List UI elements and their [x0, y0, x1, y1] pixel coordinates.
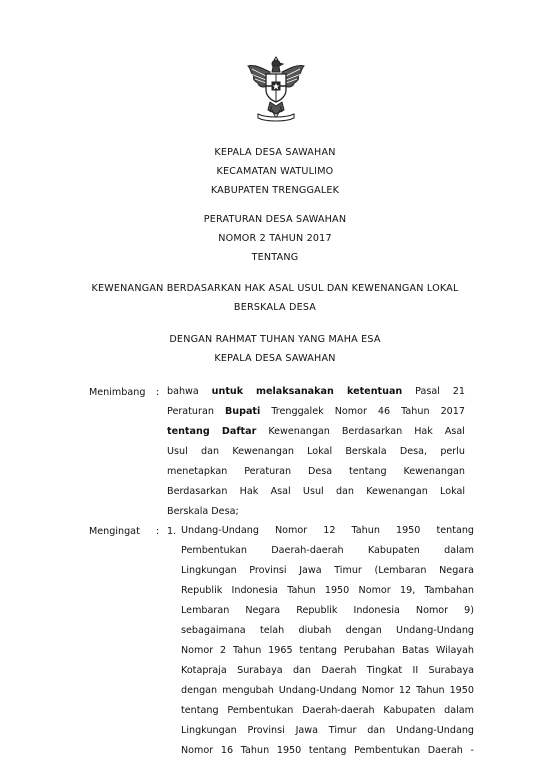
menimbang-word: perlu — [440, 446, 465, 457]
menimbang-word: melaksanakan ketentuan — [256, 386, 403, 397]
header-line-3: KABUPATEN TRENGGALEK — [210, 185, 340, 196]
menimbang-word: Nomor — [334, 406, 367, 417]
mengingat-line: Kotapraja Surabaya dan Daerah Tingkat II Surabaya — [181, 665, 474, 676]
menimbang-word: 21 — [452, 386, 465, 397]
regulation-number: NOMOR 2 TAHUN 2017 — [218, 233, 332, 244]
menimbang-line — [167, 482, 465, 502]
menimbang-word: Kewenangan — [268, 426, 330, 437]
menimbang-line — [167, 462, 465, 482]
menimbang-word: Trenggalek — [271, 406, 324, 417]
menimbang-word: Berdasarkan — [167, 486, 228, 497]
preamble-line-1: DENGAN RAHMAT TUHAN YANG MAHA ESA — [169, 334, 381, 345]
mengingat-line: Nomor 2 Tahun 1965 tentang Perubahan Batas Wilayah — [181, 645, 474, 656]
mengingat-line: Pembentukan Daerah-daerah Kabupaten dalam — [181, 545, 474, 556]
mengingat-line: Republik Indonesia Tahun 1950 Nomor 19, Tambahan — [181, 585, 474, 596]
menimbang-word: Hak — [239, 486, 259, 497]
menimbang-word: menetapkan — [167, 466, 228, 477]
menimbang-colon: : — [156, 387, 160, 398]
menimbang-word: 2017 — [440, 406, 465, 417]
mengingat-line: dengan mengubah Undang-Undang Nomor 12 Tahun 1950 — [181, 685, 474, 696]
subject-line-2: BERSKALA DESA — [233, 302, 317, 313]
menimbang-word: dan Kewenangan Lokal — [335, 486, 466, 497]
menimbang-line — [167, 502, 465, 522]
mengingat-line: tentang Pembentukan Daerah-daerah Kabupaten dalam — [181, 705, 474, 716]
menimbang-line — [167, 382, 465, 402]
mengingat-colon: : — [156, 526, 160, 537]
preamble-line-2: KEPALA DESA SAWAHAN — [214, 353, 336, 364]
mengingat-line: Lingkungan Provinsi Jawa Timur (Lembaran Negara — [181, 565, 474, 576]
menimbang-word: Berskala Desa; — [167, 506, 239, 517]
menimbang-paragraph — [167, 382, 465, 522]
header-line-1: KEPALA DESA SAWAHAN — [214, 147, 336, 158]
menimbang-word: bahwa — [167, 386, 199, 397]
menimbang-word: tentang Daftar — [167, 426, 257, 437]
mengingat-line: sebagaimana telah diubah dengan Undang-Undang — [181, 625, 474, 636]
menimbang-word: Desa tentang Kewenangan — [307, 466, 465, 477]
menimbang-word: Peraturan — [244, 466, 292, 477]
menimbang-word: Bupati — [224, 406, 261, 417]
menimbang-word: Pasal — [415, 386, 440, 397]
menimbang-word: Usul — [302, 486, 324, 497]
menimbang-word: Desa, — [399, 446, 428, 457]
regulation-tentang: TENTANG — [251, 252, 299, 263]
menimbang-word: Asal — [270, 486, 291, 497]
mengingat-line: Lembaran Negara Republik Indonesia Nomor 9) — [181, 605, 474, 616]
menimbang-word: Berdasarkan — [341, 426, 403, 437]
menimbang-line — [167, 402, 465, 422]
menimbang-word: Peraturan — [167, 406, 214, 417]
mengingat-item-number: 1. — [167, 526, 177, 537]
mengingat-line: Nomor 16 Tahun 1950 tentang Pembentukan Daerah - — [181, 745, 474, 756]
garuda-emblem-icon — [246, 56, 306, 122]
menimbang-word: Hak — [414, 426, 433, 437]
mengingat-line: Lingkungan Provinsi Jawa Timur dan Undang-Undang — [181, 725, 474, 736]
menimbang-word: 46 — [377, 406, 391, 417]
menimbang-word: Asal — [444, 426, 465, 437]
mengingat-line: Undang-Undang Nomor 12 Tahun 1950 tentang — [181, 525, 474, 536]
menimbang-word: dan — [201, 446, 220, 457]
mengingat-item-1-paragraph — [181, 521, 474, 761]
menimbang-label: Menimbang — [89, 387, 146, 398]
mengingat-label: Mengingat — [89, 526, 140, 537]
header-line-2: KECAMATAN WATULIMO — [216, 166, 334, 177]
menimbang-word: Usul — [167, 446, 188, 457]
subject-line-1: KEWENANGAN BERDASARKAN HAK ASAL USUL DAN KEWENANGAN LOKAL — [91, 283, 459, 294]
menimbang-line — [167, 422, 465, 442]
regulation-title: PERATURAN DESA SAWAHAN — [203, 214, 347, 225]
menimbang-line — [167, 442, 465, 462]
menimbang-word: untuk — [211, 386, 244, 397]
menimbang-word: Kewenangan Lokal Berskala — [232, 446, 387, 457]
menimbang-word: Tahun — [401, 406, 430, 417]
